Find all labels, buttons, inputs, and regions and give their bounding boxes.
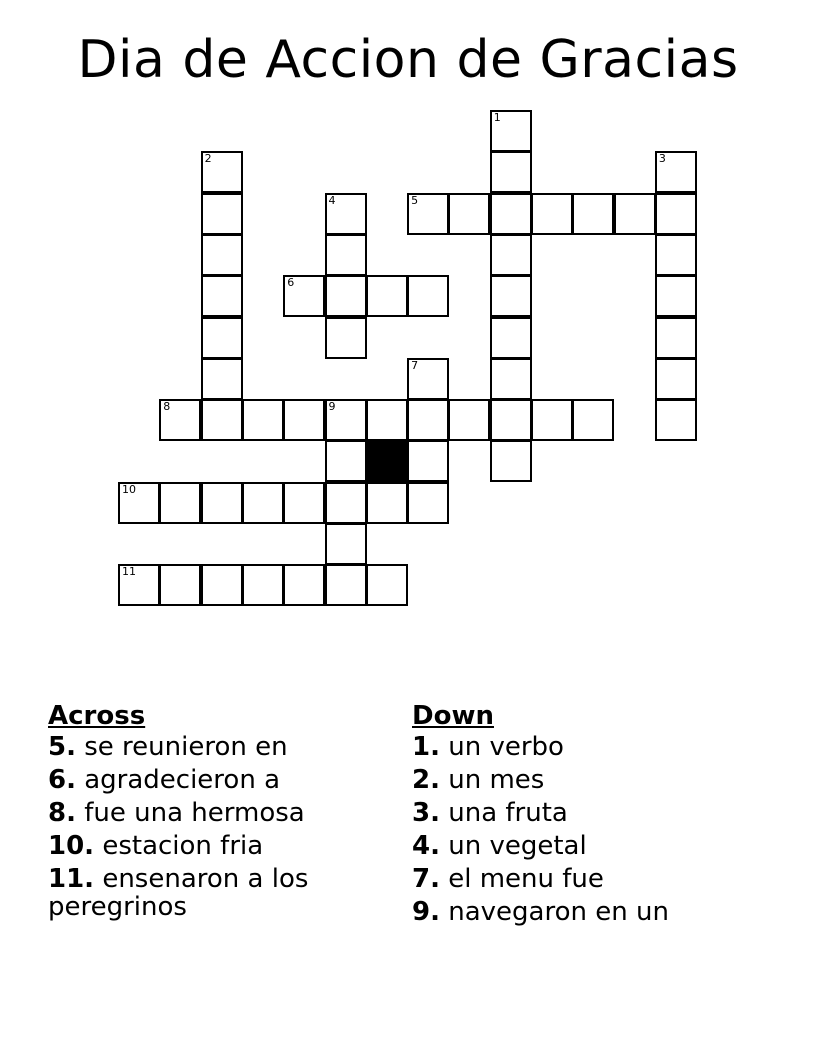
crossword-cell[interactable] xyxy=(242,482,284,524)
crossword-cell[interactable] xyxy=(283,275,325,317)
crossword-cell[interactable] xyxy=(572,193,614,235)
clue-item-number: 6. xyxy=(48,765,76,795)
clue-item xyxy=(48,766,378,794)
crossword-cell[interactable] xyxy=(655,275,697,317)
clue-number: 9 xyxy=(328,400,336,414)
crossword-cell[interactable] xyxy=(614,193,656,235)
clue-item-text: navegaron en un xyxy=(439,897,669,927)
crossword-cell[interactable] xyxy=(407,440,449,482)
crossword-cell[interactable] xyxy=(325,564,367,606)
clue-item-number: 10. xyxy=(48,831,95,861)
across-clue-list xyxy=(48,733,378,921)
clue-item-text: el menu fue xyxy=(439,864,604,894)
clue-item-number: 4. xyxy=(412,831,440,861)
crossword-cell[interactable] xyxy=(366,482,408,524)
clue-item xyxy=(48,832,378,860)
clue-number: 1 xyxy=(493,111,501,124)
crossword-cell[interactable] xyxy=(366,564,408,606)
crossword-cell[interactable] xyxy=(325,440,367,482)
clue-item xyxy=(48,865,378,921)
clue-item-number: 8. xyxy=(48,798,76,828)
crossword-cell[interactable] xyxy=(448,399,490,441)
across-heading: Across xyxy=(48,701,146,731)
crossword-cell[interactable] xyxy=(201,358,243,400)
clue-item xyxy=(412,832,772,860)
clue-item xyxy=(48,799,378,827)
crossword-cell[interactable] xyxy=(490,193,532,235)
across-clues xyxy=(48,700,378,926)
clue-item-number: 3. xyxy=(412,798,440,828)
clue-number: 8 xyxy=(163,400,171,414)
crossword-cell[interactable] xyxy=(655,151,697,193)
crossword-cell[interactable] xyxy=(490,358,532,400)
clue-item-number: 11. xyxy=(48,864,95,894)
crossword-cell[interactable] xyxy=(283,482,325,524)
clue-item xyxy=(412,865,772,893)
crossword-cell[interactable] xyxy=(159,399,201,441)
crossword-cell[interactable] xyxy=(325,523,367,565)
crossword-cell[interactable] xyxy=(407,275,449,317)
crossword-cell[interactable] xyxy=(490,317,532,359)
crossword-cell[interactable] xyxy=(490,440,532,482)
down-clues xyxy=(412,700,772,931)
crossword-cell[interactable] xyxy=(531,399,573,441)
crossword-cell[interactable] xyxy=(325,234,367,276)
crossword-cell[interactable] xyxy=(490,234,532,276)
crossword-block xyxy=(366,440,408,482)
crossword-cell[interactable] xyxy=(366,399,408,441)
clue-item xyxy=(412,799,772,827)
crossword-cell[interactable] xyxy=(655,193,697,235)
crossword-cell[interactable] xyxy=(655,358,697,400)
crossword-cell[interactable] xyxy=(655,317,697,359)
clue-item-text: estacion fria xyxy=(94,831,264,861)
clue-number: 3 xyxy=(658,152,666,166)
crossword-cell[interactable] xyxy=(201,564,243,606)
crossword-cell[interactable] xyxy=(118,564,160,606)
clue-item-number: 9. xyxy=(412,897,440,927)
crossword-cell[interactable] xyxy=(242,564,284,606)
clue-number: 11 xyxy=(122,565,136,579)
crossword-cell[interactable] xyxy=(407,358,449,400)
crossword-cell[interactable] xyxy=(325,399,367,441)
down-clue-list xyxy=(412,733,772,926)
crossword-cell[interactable] xyxy=(283,564,325,606)
clue-item-text: agradecieron a xyxy=(75,765,281,795)
crossword-cell[interactable] xyxy=(531,193,573,235)
crossword-cell[interactable] xyxy=(325,317,367,359)
crossword-cell[interactable] xyxy=(407,193,449,235)
crossword-cell[interactable] xyxy=(201,399,243,441)
clue-item-text: fue una hermosa xyxy=(75,798,305,828)
clue-item-number: 5. xyxy=(48,732,76,762)
clue-item-text: un mes xyxy=(439,765,545,795)
crossword-cell[interactable] xyxy=(201,151,243,193)
crossword-cell[interactable] xyxy=(490,275,532,317)
clue-item-number: 7. xyxy=(412,864,440,894)
crossword-cell[interactable] xyxy=(201,193,243,235)
crossword-cell[interactable] xyxy=(325,275,367,317)
crossword-cell[interactable] xyxy=(201,275,243,317)
clue-item xyxy=(412,898,772,926)
clue-item xyxy=(412,766,772,794)
crossword-cell[interactable] xyxy=(325,482,367,524)
clue-item-number: 1. xyxy=(412,732,440,762)
clue-item xyxy=(412,733,772,761)
crossword-cell[interactable] xyxy=(366,275,408,317)
crossword-cell[interactable] xyxy=(407,482,449,524)
clue-number: 2 xyxy=(204,152,212,166)
clue-item-text: un vegetal xyxy=(439,831,587,861)
clue-item-number: 2. xyxy=(412,765,440,795)
crossword-cell[interactable] xyxy=(490,399,532,441)
clue-number: 4 xyxy=(328,193,336,207)
crossword-cell[interactable] xyxy=(448,193,490,235)
clue-number: 7 xyxy=(411,358,419,372)
clue-item-text: una fruta xyxy=(439,798,568,828)
crossword-cell[interactable] xyxy=(655,399,697,441)
crossword-cell[interactable] xyxy=(490,151,532,193)
page-title: Dia de Accion de Gracias xyxy=(77,30,739,90)
clue-item xyxy=(48,733,378,761)
down-heading: Down xyxy=(412,701,494,731)
clue-number: 10 xyxy=(122,482,136,496)
crossword-cell[interactable] xyxy=(159,482,201,524)
crossword-cell[interactable] xyxy=(490,110,532,152)
crossword-cell[interactable] xyxy=(325,193,367,235)
clue-item-text: un verbo xyxy=(439,732,564,762)
crossword-cell[interactable] xyxy=(201,234,243,276)
crossword-cell[interactable] xyxy=(159,564,201,606)
clue-number: 5 xyxy=(411,193,419,207)
crossword-cell[interactable] xyxy=(572,399,614,441)
clue-item-text: se reunieron en xyxy=(75,732,288,762)
clue-number: 6 xyxy=(287,276,295,290)
clue-item-text: ensenaron a los peregrinos xyxy=(48,864,309,922)
crossword-cell[interactable] xyxy=(283,399,325,441)
crossword-cell[interactable] xyxy=(407,399,449,441)
crossword-cell[interactable] xyxy=(242,399,284,441)
crossword-cell[interactable] xyxy=(655,234,697,276)
crossword-cell[interactable] xyxy=(118,482,160,524)
crossword-cell[interactable] xyxy=(201,317,243,359)
crossword-cell[interactable] xyxy=(201,482,243,524)
